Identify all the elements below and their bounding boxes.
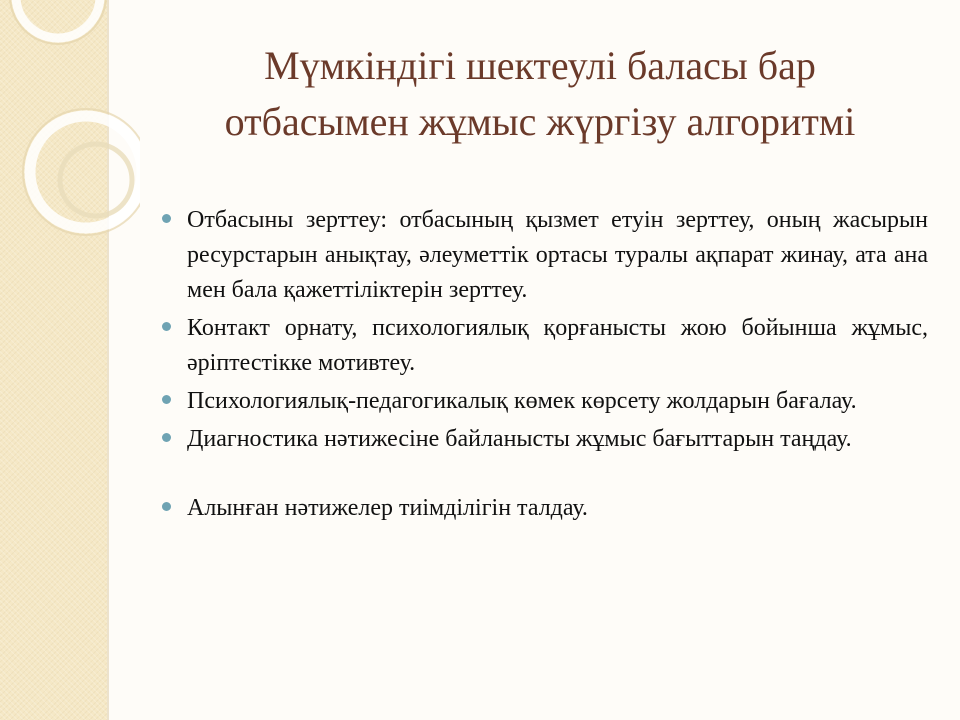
bullet-dot-icon — [162, 502, 171, 511]
bullet-dot-icon — [162, 322, 171, 331]
bullet-item — [160, 311, 928, 381]
bullet-text: Алынған нәтижелер тиімділігін талдау. — [187, 495, 588, 521]
bullet-item — [160, 203, 928, 308]
title-line-1: Мүмкіндігі шектеулі баласы бар — [264, 43, 816, 88]
bullet-dot-icon — [162, 433, 171, 442]
bullet-text: Диагностика нәтижесіне байланысты жұмыс бағыттарын таңдау. — [187, 426, 852, 452]
bullet-item — [160, 491, 928, 526]
bullet-text: Отбасыны зерттеу: отбасының қызмет етуін зерттеу, оның жасырын ресурстарын анықтау, әлеуметтік ортасы туралы ақпарат жинау, ата ана мен бала қажеттіліктерін зерттеу. — [187, 207, 928, 303]
bullet-list — [160, 203, 928, 529]
bullet-dot-icon — [162, 214, 171, 223]
slide-title — [140, 38, 940, 150]
bullet-text: Контакт орнату, психологиялық қорғанысты жою бойынша жұмыс, әріптестікке мотивтеу. — [187, 315, 928, 376]
bullet-item — [160, 422, 928, 457]
title-line-2: отбасымен жұмыс жүргізу алгоритмі — [224, 99, 856, 144]
middle-ring — [30, 116, 140, 228]
bullet-text: Психологиялық-педагогикалық көмек көрсету жолдарын бағалау. — [187, 388, 857, 414]
bullet-item — [160, 384, 928, 419]
bullet-dot-icon — [162, 395, 171, 404]
upper-ring — [16, 0, 100, 38]
decorative-rings-graphic — [0, 0, 140, 260]
inner-ring — [60, 144, 132, 216]
